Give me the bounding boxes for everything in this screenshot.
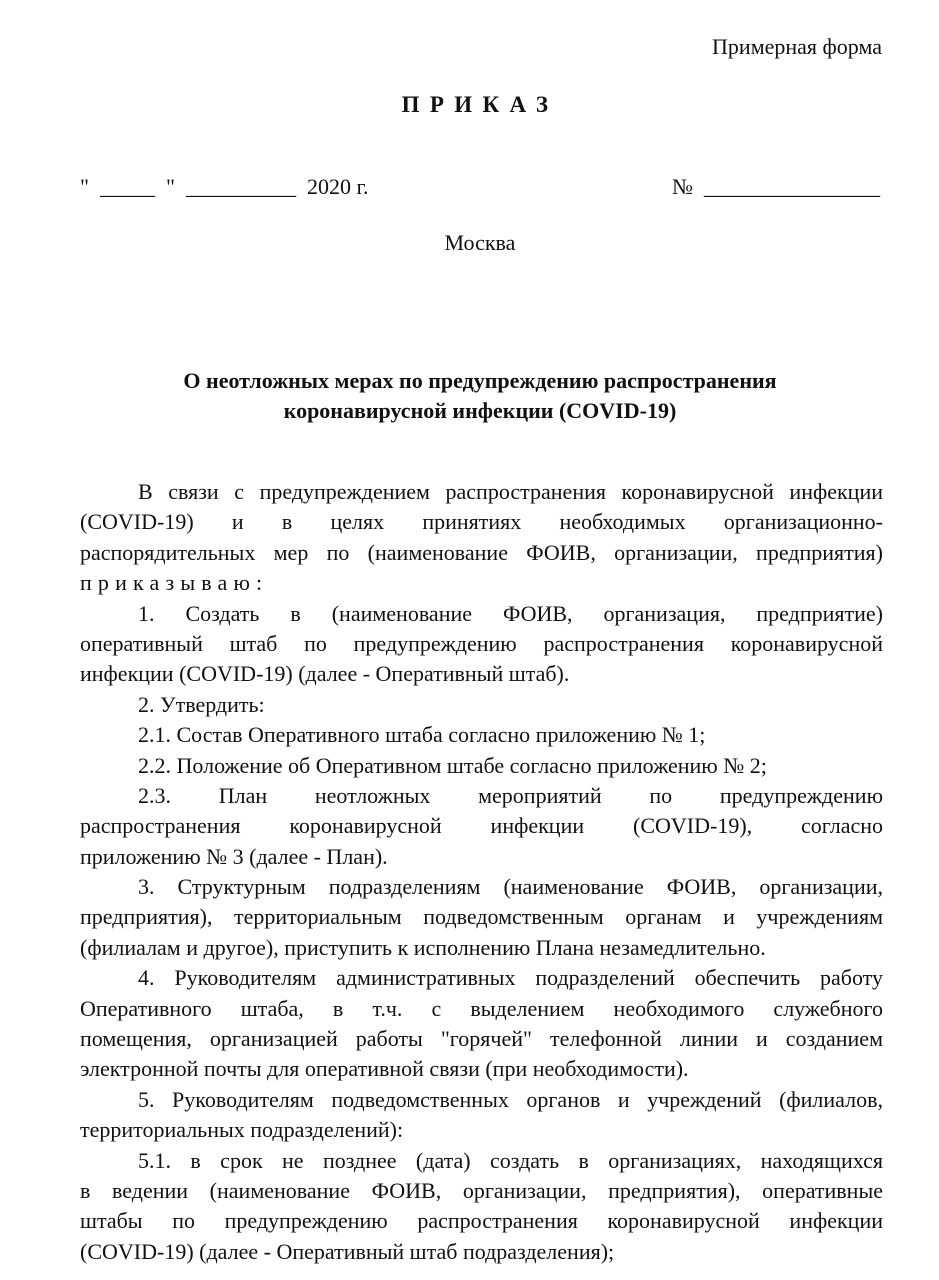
paragraph-line: распространения коронавирусной инфекции (COVID-19), согласно bbox=[80, 813, 883, 839]
date-line: " _____ " __________ 2020 г. bbox=[80, 174, 369, 199]
paragraph-line: 3. Структурным подразделениям (наименование ФОИВ, организации, bbox=[138, 874, 883, 900]
order-heading bbox=[0, 366, 939, 426]
paragraph-line: 1. Создать в (наименование ФОИВ, организация, предприятие) bbox=[138, 600, 883, 626]
order-body bbox=[80, 477, 883, 1267]
paragraph-line: (COVID-19) и в целях принятиях необходимых организационно- bbox=[80, 509, 883, 535]
paragraph-line: 2.2. Положение об Оперативном штабе согласно приложению № 2; bbox=[138, 752, 767, 778]
paragraph-line: приказываю: bbox=[80, 570, 269, 596]
paragraph-line: оперативный штаб по предупреждению распространения коронавирусной bbox=[80, 630, 883, 656]
paragraph-line: 2. Утвердить: bbox=[138, 691, 265, 717]
form-label: Примерная форма bbox=[712, 34, 882, 59]
city: Москва bbox=[444, 230, 516, 255]
paragraph-line: 2.3. План неотложных мероприятий по предупреждению bbox=[138, 782, 883, 808]
heading-line-2: коронавирусной инфекции (COVID-19) bbox=[283, 398, 677, 423]
paragraph-line: территориальных подразделений): bbox=[80, 1117, 404, 1143]
paragraph-line: Оперативного штаба, в т.ч. с выделением необходимого служебного bbox=[80, 995, 883, 1021]
paragraph-line: 5. Руководителям подведомственных органов и учреждений (филиалов, bbox=[138, 1086, 883, 1112]
paragraph-line: помещения, организацией работы "горячей" телефонной линии и созданием bbox=[80, 1026, 883, 1052]
paragraph-line: инфекции (COVID-19) (далее - Оперативный штаб). bbox=[80, 661, 570, 687]
heading-line-1: О неотложных мерах по предупреждению распространения bbox=[183, 368, 777, 393]
paragraph-line: штабы по предупреждению распространения коронавирусной инфекции bbox=[80, 1208, 883, 1234]
paragraph-line: 4. Руководителям административных подразделений обеспечить работу bbox=[138, 965, 883, 991]
paragraph-line: (филиалам и другое), приступить к исполнению Плана незамедлительно. bbox=[80, 934, 766, 960]
paragraph-line: 2.1. Состав Оперативного штаба согласно приложению № 1; bbox=[138, 722, 706, 748]
paragraph-line: (COVID-19) (далее - Оперативный штаб подразделения); bbox=[80, 1238, 615, 1264]
order-number-line: № ________________ bbox=[672, 174, 880, 199]
document-title: ПРИКАЗ bbox=[401, 92, 559, 117]
paragraph-line: распорядительных мер по (наименование ФОИВ, организации, предприятия) bbox=[80, 539, 883, 565]
paragraph-line: электронной почты для оперативной связи (при необходимости). bbox=[80, 1056, 689, 1082]
paragraph-line: приложению № 3 (далее - План). bbox=[80, 843, 388, 869]
paragraph-line: предприятия), территориальным подведомственным органам и учреждениям bbox=[80, 904, 883, 930]
paragraph-line: В связи с предупреждением распространения коронавирусной инфекции bbox=[138, 479, 883, 504]
paragraph-line: 5.1. в срок не позднее (дата) создать в организациях, находящихся bbox=[138, 1147, 883, 1173]
paragraph-line: в ведении (наименование ФОИВ, организации, предприятия), оперативные bbox=[80, 1177, 883, 1203]
